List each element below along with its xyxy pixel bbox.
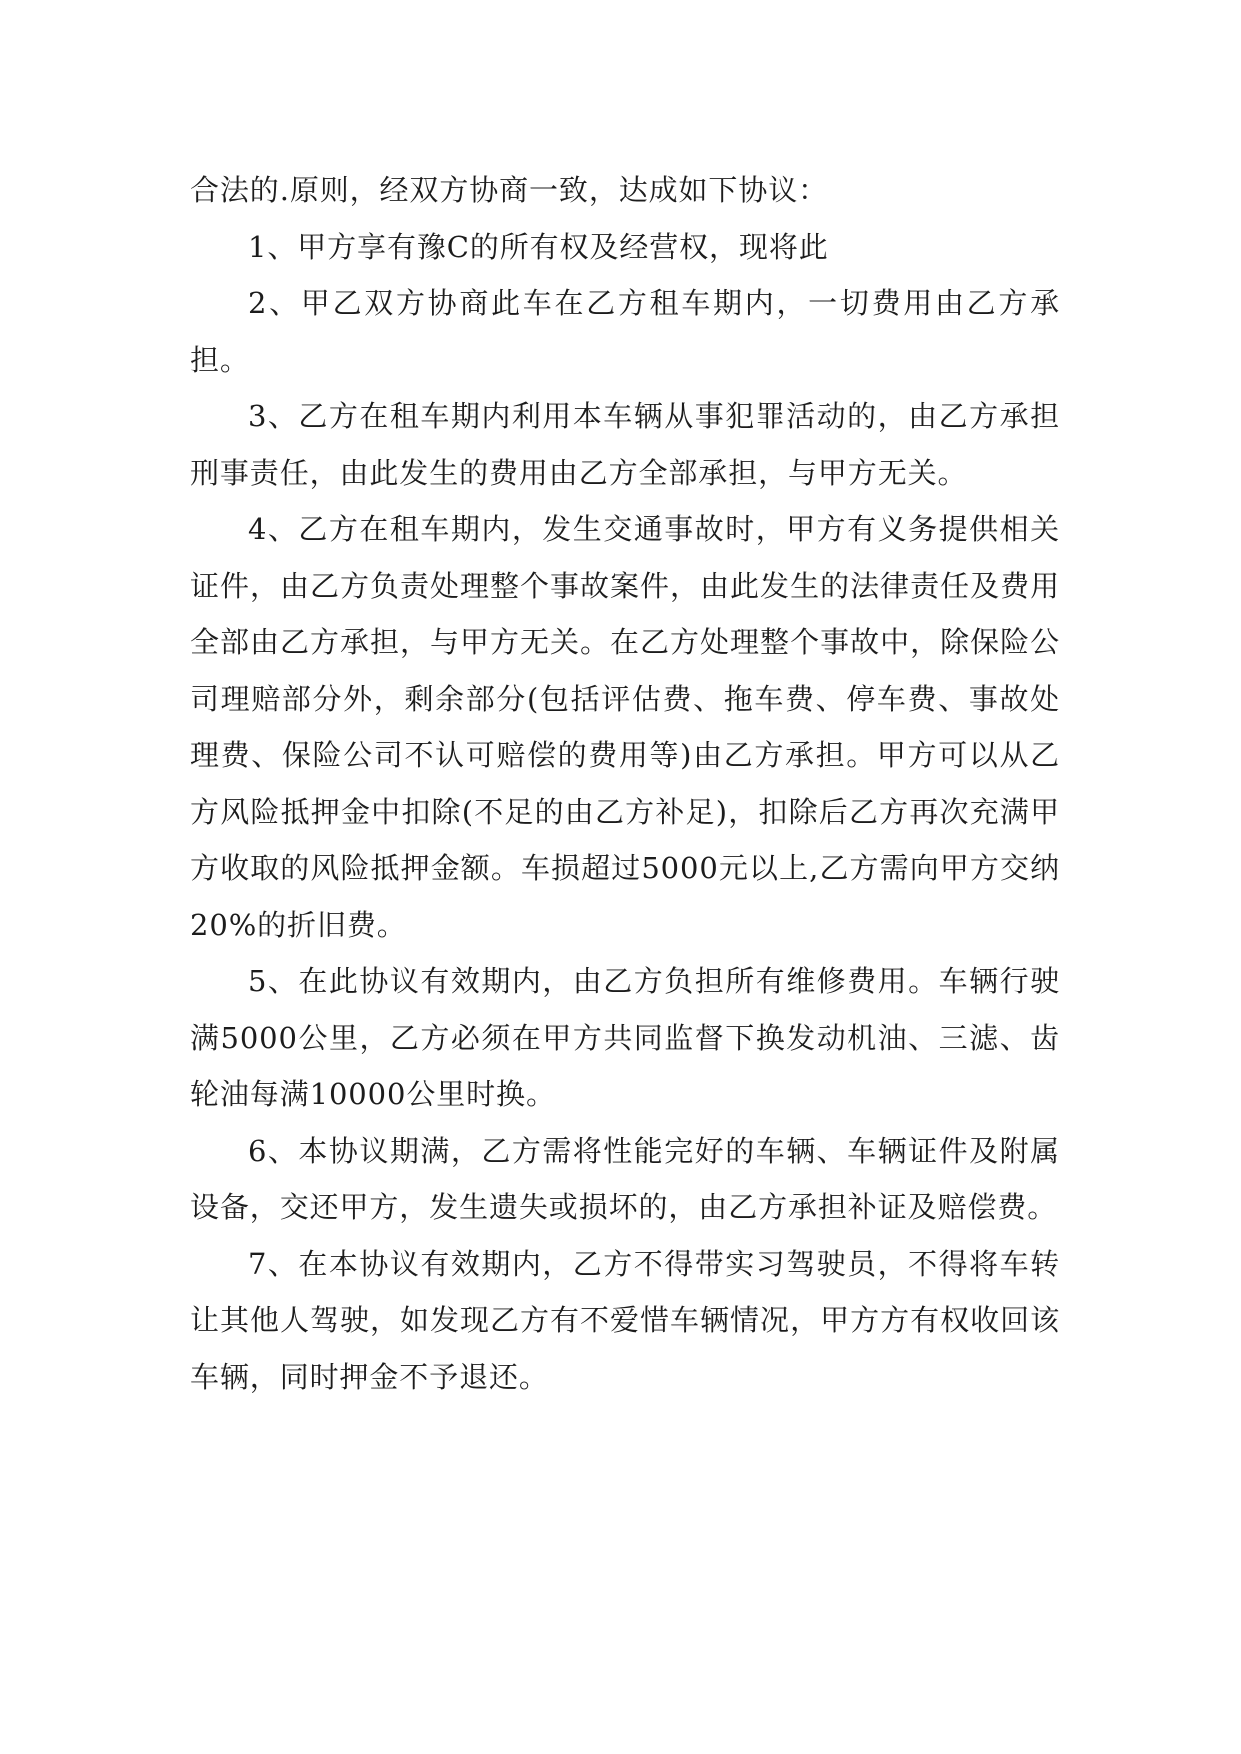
paragraph-clause-1: 1、甲方享有豫C的所有权及经营权，现将此 (248, 229, 829, 264)
paragraph-clause-7: 7、在本协议有效期内，乙方不得带实习驾驶员，不得将车转让其他人驾驶，如发现乙方有不爱惜车辆情况，甲方方有权收回该车辆，同时押金不予退还。 (190, 1246, 1060, 1394)
paragraph-intro: 合法的.原则，经双方协商一致，达成如下协议： (190, 173, 829, 207)
paragraph-clause-2: 2、甲乙双方协商此车在乙方租车期内，一切费用由乙方承担。 (190, 286, 1060, 377)
paragraph-clause-6: 6、本协议期满，乙方需将性能完好的车辆、车辆证件及附属设备，交还甲方，发生遗失或损坏的，由乙方承担补证及赔偿费。 (190, 1133, 1060, 1224)
document-body (190, 162, 1060, 1405)
paragraph-clause-4: 4、乙方在租车期内，发生交通事故时，甲方有义务提供相关证件，由乙方负责处理整个事故案件，由此发生的法律责任及费用全部由乙方承担，与甲方无关。在乙方处理整个事故中，除保险公司理赔部分外，剩余部分(包括评估费、拖车费、停车费、事故处理费、保险公司不认可赔偿的费用等)由乙方承担。甲方可以从乙方风险抵押金中扣除(不足的由乙方补足)，扣除后乙方再次充满甲方收取的风险抵押金额。车损超过5000元以上,乙方需向甲方交纳20%的折旧费。 (190, 512, 1060, 942)
paragraph-clause-5: 5、在此协议有效期内，由乙方负担所有维修费用。车辆行驶满5000公里，乙方必须在甲方共同监督下换发动机油、三滤、齿轮油每满10000公里时换。 (190, 964, 1060, 1111)
paragraph-clause-3: 3、乙方在租车期内利用本车辆从事犯罪活动的，由乙方承担刑事责任，由此发生的费用由乙方全部承担，与甲方无关。 (190, 399, 1060, 490)
